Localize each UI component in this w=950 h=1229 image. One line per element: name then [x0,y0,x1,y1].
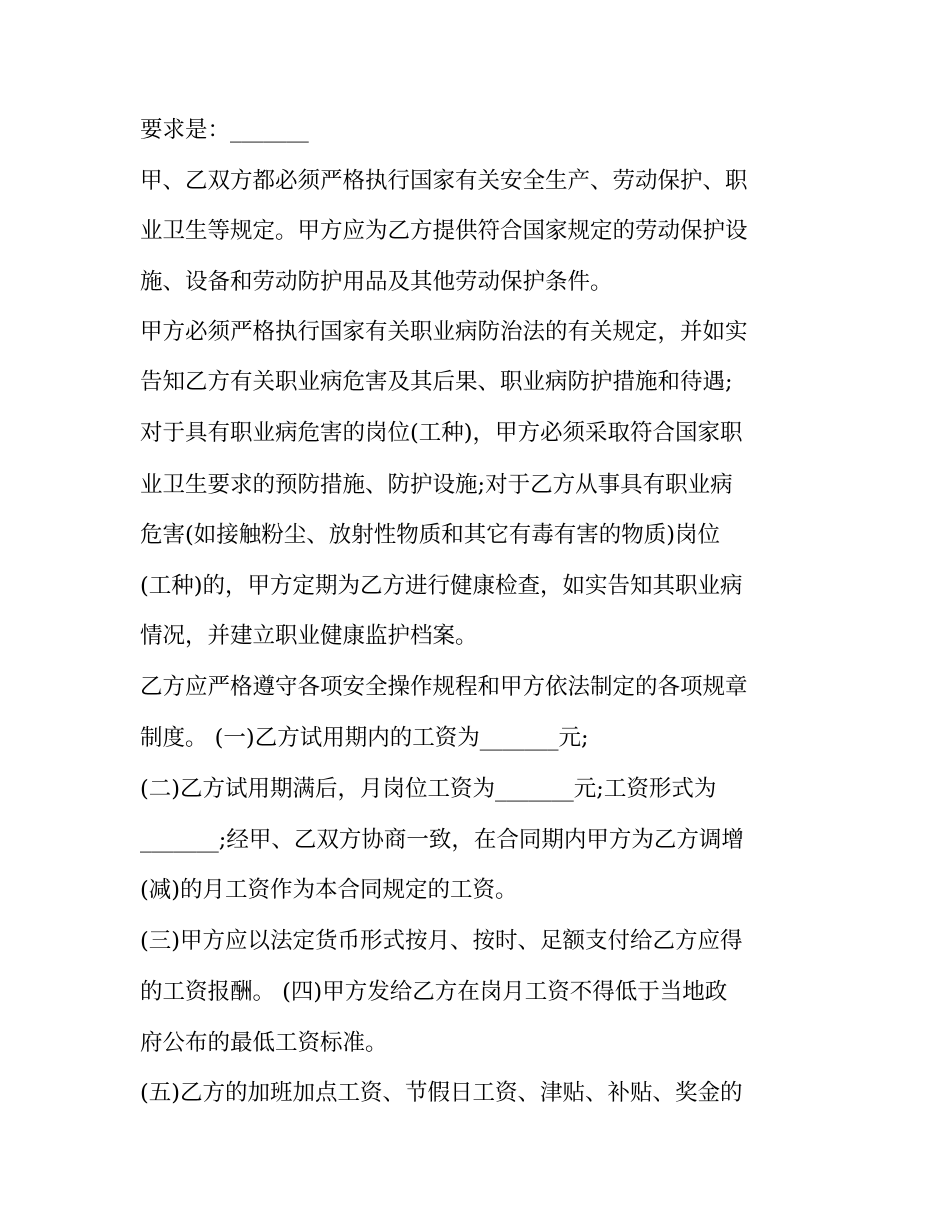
text-line: (工种)的，甲方定期为乙方进行健康检查，如实告知其职业病 [140,573,743,599]
text-line: 要求是：_______ [140,117,309,143]
text-line: _______;经甲、乙双方协商一致，在合同期内甲方为乙方调增 [140,827,744,853]
text-line: 业卫生要求的预防措施、防护设施;对于乙方从事具有职业病 [140,472,733,498]
text-line: 甲方必须严格执行国家有关职业病防治法的有关规定，并如实 [140,319,748,345]
text-line: 乙方应严格遵守各项安全操作规程和甲方依法制定的各项规章 [140,674,748,700]
text-line: (二)乙方试用期满后，月岗位工资为_______元;工资形式为 [140,776,717,802]
text-line: 危害(如接触粉尘、放射性物质和其它有毒有害的物质)岗位 [140,522,721,548]
text-line: (三)甲方应以法定货币形式按月、按时、足额支付给乙方应得 [140,928,743,954]
text-line: 府公布的最低工资标准。 [140,1030,388,1056]
text-line: 情况，并建立职业健康监护档案。 [140,623,478,649]
text-line: 施、设备和劳动防护用品及其他劳动保护条件。 [140,269,613,295]
text-line: 的工资报酬。 (四)甲方发给乙方在岗月工资不得低于当地政 [140,979,728,1005]
text-line: 对于具有职业病危害的岗位(工种)，甲方必须采取符合国家职 [140,420,743,446]
text-line: (五)乙方的加班加点工资、节假日工资、津贴、补贴、奖金的 [140,1080,743,1106]
text-line: 甲、乙双方都必须严格执行国家有关安全生产、劳动保护、职 [140,168,748,194]
text-line: 告知乙方有关职业病危害及其后果、职业病防护措施和待遇; [140,369,733,395]
text-line: (减)的月工资作为本合同规定的工资。 [140,877,518,903]
text-line: 制度。 (一)乙方试用期内的工资为_______元; [140,725,589,751]
text-line: 业卫生等规定。甲方应为乙方提供符合国家规定的劳动保护设 [140,218,748,244]
